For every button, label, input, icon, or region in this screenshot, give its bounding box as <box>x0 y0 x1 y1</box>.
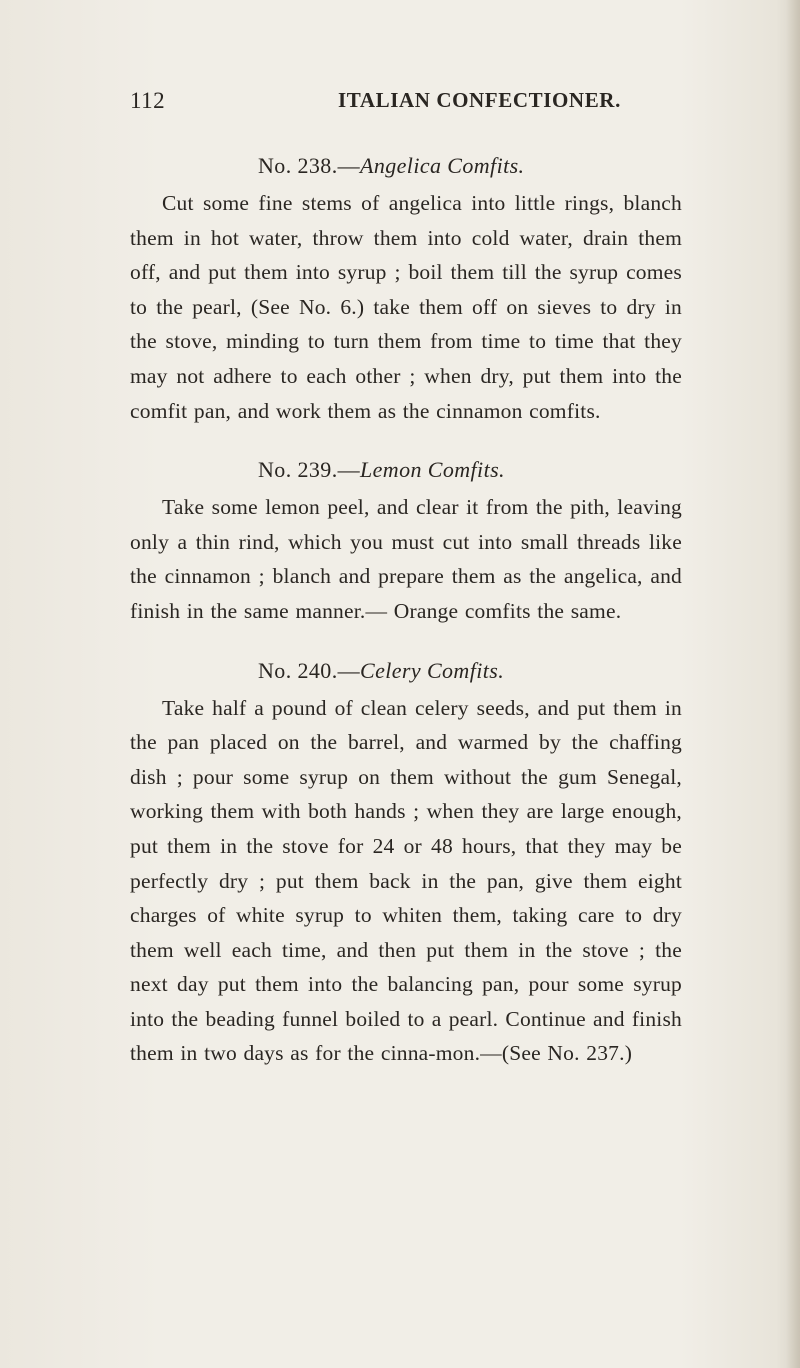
page-number: 112 <box>130 88 166 113</box>
recipe-238 <box>130 150 682 428</box>
heading-dash: — <box>337 153 360 178</box>
recipe-body: Cut some fine stems of angelica into little rings, blanch them in hot water, throw them into cold water, drain them off, and put them into syrup ; boil them till the syrup comes to the pearl, (See No. 6.) take them off on sieves to dry in the stove, minding to turn them from time to time that they may not adhere to each other ; when dry, put them into the comfit pan, and work them as the cinnamon comfits. <box>130 191 682 423</box>
recipe-heading <box>130 454 682 486</box>
recipe-number: No. 240. <box>258 657 338 683</box>
recipe-number: No. 238. <box>258 153 338 178</box>
recipe-240 <box>130 655 682 1072</box>
recipe-heading <box>130 150 682 182</box>
recipe-title: Angelica Comfits. <box>360 153 525 178</box>
recipe-number: No. 239. <box>258 457 338 483</box>
heading-dash: — <box>337 457 360 483</box>
recipe-heading <box>130 655 682 687</box>
recipe-239 <box>130 454 682 628</box>
running-title: ITALIAN CONFECTIONER. <box>338 88 621 112</box>
page-content <box>130 150 682 1097</box>
heading-dash: — <box>337 657 360 683</box>
recipe-title: Celery Comfits. <box>360 657 505 683</box>
page-edge-shadow <box>786 0 800 1368</box>
recipe-body: Take half a pound of clean celery seeds, and put them in the pan placed on the barrel, and warmed by the chaffing dish ; pour some syrup on them without the gum Senegal, working them with both hands ; when they are large enough, put them in the stove for 24 or 48 hours, that they may be perfectly dry ; put them back in the pan, give them eight charges of white syrup to whiten them, taking care to dry them well each time, and then put them in the stove ; the next day put them into the balancing pan, pour some syrup into the beading funnel boiled to a pearl. Continue and finish them in two days as for the cinna-mon.—(See No. 237.) <box>130 695 682 1066</box>
recipe-body: Take some lemon peel, and clear it from the pith, leaving only a thin rind, which you must cut into small threads like the cinnamon ; blanch and prepare them as the angelica, and finish in the same manner.— Orange comfits the same. <box>130 495 682 623</box>
recipe-title: Lemon Comfits. <box>360 457 505 483</box>
running-head <box>130 88 690 118</box>
